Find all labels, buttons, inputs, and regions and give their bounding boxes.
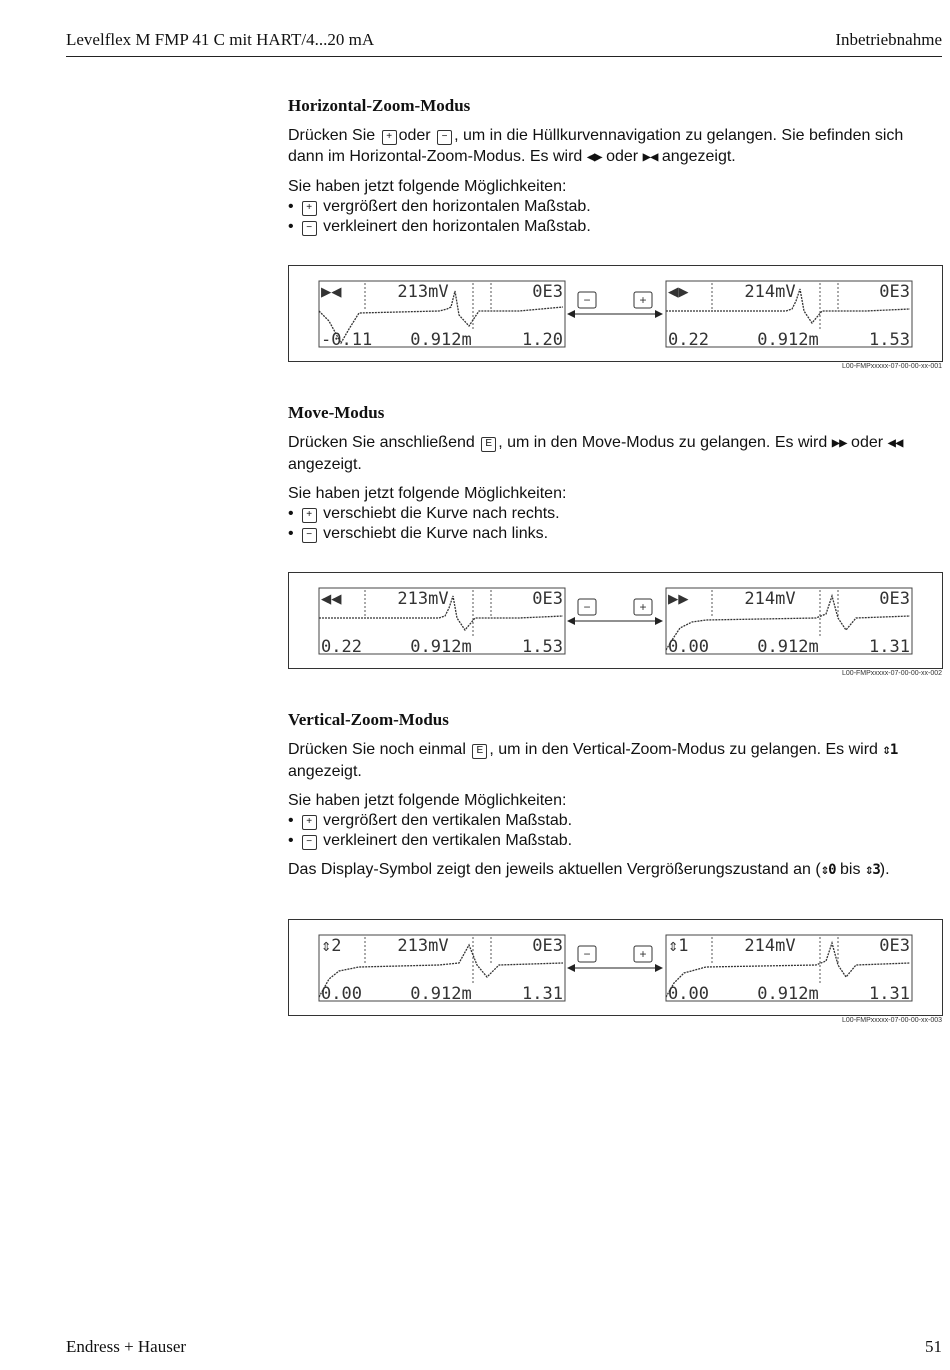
plus-key-label: + [639, 600, 647, 614]
text: , um in den Vertical-Zoom-Modus zu gelangen. Es wird [489, 741, 878, 758]
text: vergrößert den horizontalen Maßstab. [323, 198, 591, 215]
figure-graphic [289, 920, 942, 1015]
list-item [288, 197, 943, 217]
text: angezeigt. [661, 148, 736, 165]
text: verkleinert den vertikalen Maßstab. [323, 832, 573, 849]
header-document-title: Levelflex M FMP 41 C mit HART/4...20 mA [66, 30, 375, 49]
lcd-range-end: 1.20 [522, 330, 563, 350]
lcd-signal-value: 213mV [397, 282, 449, 302]
text: bis [840, 861, 861, 878]
list-item [288, 504, 943, 524]
minus-key-label: − [583, 293, 591, 307]
vertical-zoom-symbol-icon: ⇕1 [882, 742, 898, 758]
paragraph-options: Sie haben jetzt folgende Möglichkeiten: [288, 178, 567, 195]
figure-vertical-zoom [288, 919, 943, 1016]
lcd-display-right [666, 281, 912, 350]
lcd-code: 0E3 [532, 589, 563, 609]
text: oder [606, 148, 639, 165]
zoom-out-symbol-icon: ▶◀ [642, 149, 658, 165]
options-list [288, 504, 943, 544]
section-title: Vertical-Zoom-Modus [288, 710, 449, 729]
enter-key-icon: E [472, 744, 487, 759]
key-arrow-group [567, 599, 663, 625]
figure-id: L00-FMPxxxxx-07-00-00-xx-002 [842, 670, 942, 677]
paragraph-intro [288, 739, 943, 782]
zoom-in-symbol-icon: ◀▶ [586, 149, 602, 165]
figure-id: L00-FMPxxxxx-07-00-00-xx-001 [842, 363, 942, 370]
list-item [288, 217, 943, 237]
minus-key-label: − [583, 600, 591, 614]
section-title: Move-Modus [288, 403, 385, 422]
text: oder [398, 127, 431, 144]
lcd-signal-value: 213mV [397, 589, 449, 609]
lcd-distance-value: 0.912m [757, 637, 819, 657]
lcd-mode-symbol: ▶◀ [321, 282, 342, 302]
lcd-display-left [319, 281, 565, 350]
text: verkleinert den horizontalen Maßstab. [323, 218, 591, 235]
section-horizontal-zoom [288, 96, 943, 245]
text: , um in die Hüllkurvennavigation zu gelangen. Sie befinden sich dann im Horizontal-Zoom-Modus. Es wird [288, 127, 904, 165]
lcd-mode-symbol: ◀◀ [321, 589, 342, 609]
minus-key-icon: − [302, 221, 317, 236]
move-left-symbol-icon: ◀◀ [887, 435, 903, 451]
lcd-range-start: 0.22 [668, 330, 709, 350]
text: Drücken Sie [288, 127, 376, 144]
lcd-signal-value: 214mV [744, 936, 796, 956]
vertical-zoom-0-symbol-icon: ⇕0 [820, 862, 836, 878]
list-item [288, 831, 943, 851]
plus-key-label: + [639, 947, 647, 961]
list-item [288, 811, 943, 831]
key-arrow-group [567, 292, 663, 318]
lcd-signal-value: 214mV [744, 589, 796, 609]
minus-key-icon: − [302, 528, 317, 543]
plus-key-label: + [639, 293, 647, 307]
lcd-range-end: 1.31 [869, 637, 910, 657]
plus-key-icon: + [302, 508, 317, 523]
lcd-distance-value: 0.912m [757, 330, 819, 350]
list-item [288, 524, 943, 544]
figure-graphic [289, 266, 942, 361]
lcd-mode-symbol: ▶▶ [668, 589, 689, 609]
text: Drücken Sie noch einmal [288, 741, 466, 758]
paragraph-display-symbol [288, 859, 943, 881]
lcd-code: 0E3 [879, 282, 910, 302]
lcd-code: 0E3 [532, 936, 563, 956]
section-vertical-zoom [288, 710, 943, 889]
text: angezeigt. [288, 456, 362, 473]
section-move-mode [288, 403, 943, 552]
lcd-signal-value: 213mV [397, 936, 449, 956]
options-list [288, 197, 943, 237]
lcd-range-start: 0.00 [668, 637, 709, 657]
lcd-display-left [319, 935, 565, 1004]
lcd-signal-value: 214mV [744, 282, 796, 302]
footer-company: Endress + Hauser [66, 1337, 187, 1356]
text: vergrößert den vertikalen Maßstab. [323, 812, 573, 829]
minus-key-icon: − [437, 130, 452, 145]
text: Drücken Sie anschließend [288, 434, 475, 451]
text: , um in den Move-Modus zu gelangen. Es wird [498, 434, 828, 451]
key-arrow-group [567, 946, 663, 972]
plus-key-icon: + [382, 130, 397, 145]
lcd-range-start: 0.00 [321, 984, 362, 1004]
figure-id: L00-FMPxxxxx-07-00-00-xx-003 [842, 1017, 942, 1024]
move-right-symbol-icon: ▶▶ [831, 435, 847, 451]
text: Das Display-Symbol zeigt den jeweils aktuellen Vergrößerungszustand an ( [288, 861, 821, 878]
lcd-code: 0E3 [879, 936, 910, 956]
lcd-distance-value: 0.912m [410, 984, 472, 1004]
lcd-display-right [666, 588, 912, 657]
page-number: 51 [925, 1337, 942, 1356]
lcd-range-end: 1.31 [522, 984, 563, 1004]
lcd-display-left [319, 588, 565, 657]
page-header [66, 28, 942, 57]
figure-move-mode [288, 572, 943, 669]
paragraph-options: Sie haben jetzt folgende Möglichkeiten: [288, 792, 567, 809]
lcd-mode-symbol: ⇕2 [321, 936, 342, 956]
section-title: Horizontal-Zoom-Modus [288, 96, 471, 115]
enter-key-icon: E [481, 437, 496, 452]
minus-key-icon: − [302, 835, 317, 850]
lcd-distance-value: 0.912m [757, 984, 819, 1004]
lcd-range-end: 1.53 [522, 637, 563, 657]
lcd-code: 0E3 [532, 282, 563, 302]
figure-horizontal-zoom [288, 265, 943, 362]
paragraph-options: Sie haben jetzt folgende Möglichkeiten: [288, 485, 567, 502]
lcd-display-right [666, 935, 912, 1004]
paragraph-intro [288, 125, 943, 168]
minus-key-label: − [583, 947, 591, 961]
lcd-range-end: 1.53 [869, 330, 910, 350]
lcd-distance-value: 0.912m [410, 637, 472, 657]
text: verschiebt die Kurve nach rechts. [323, 505, 560, 522]
text: ). [879, 861, 890, 878]
lcd-code: 0E3 [879, 589, 910, 609]
lcd-range-start: -0.11 [321, 330, 373, 350]
options-list [288, 811, 943, 851]
vertical-zoom-3-symbol-icon: ⇕3 [864, 862, 880, 878]
plus-key-icon: + [302, 201, 317, 216]
header-chapter-title: Inbetriebnahme [835, 30, 942, 49]
figure-graphic [289, 573, 942, 668]
lcd-range-end: 1.31 [869, 984, 910, 1004]
plus-key-icon: + [302, 815, 317, 830]
paragraph-intro [288, 432, 943, 475]
lcd-mode-symbol: ⇕1 [668, 936, 689, 956]
lcd-range-start: 0.22 [321, 637, 362, 657]
lcd-range-start: 0.00 [668, 984, 709, 1004]
lcd-mode-symbol: ◀▶ [668, 282, 689, 302]
text: oder [851, 434, 884, 451]
text: angezeigt. [288, 763, 362, 780]
lcd-distance-value: 0.912m [410, 330, 472, 350]
text: verschiebt die Kurve nach links. [323, 525, 549, 542]
